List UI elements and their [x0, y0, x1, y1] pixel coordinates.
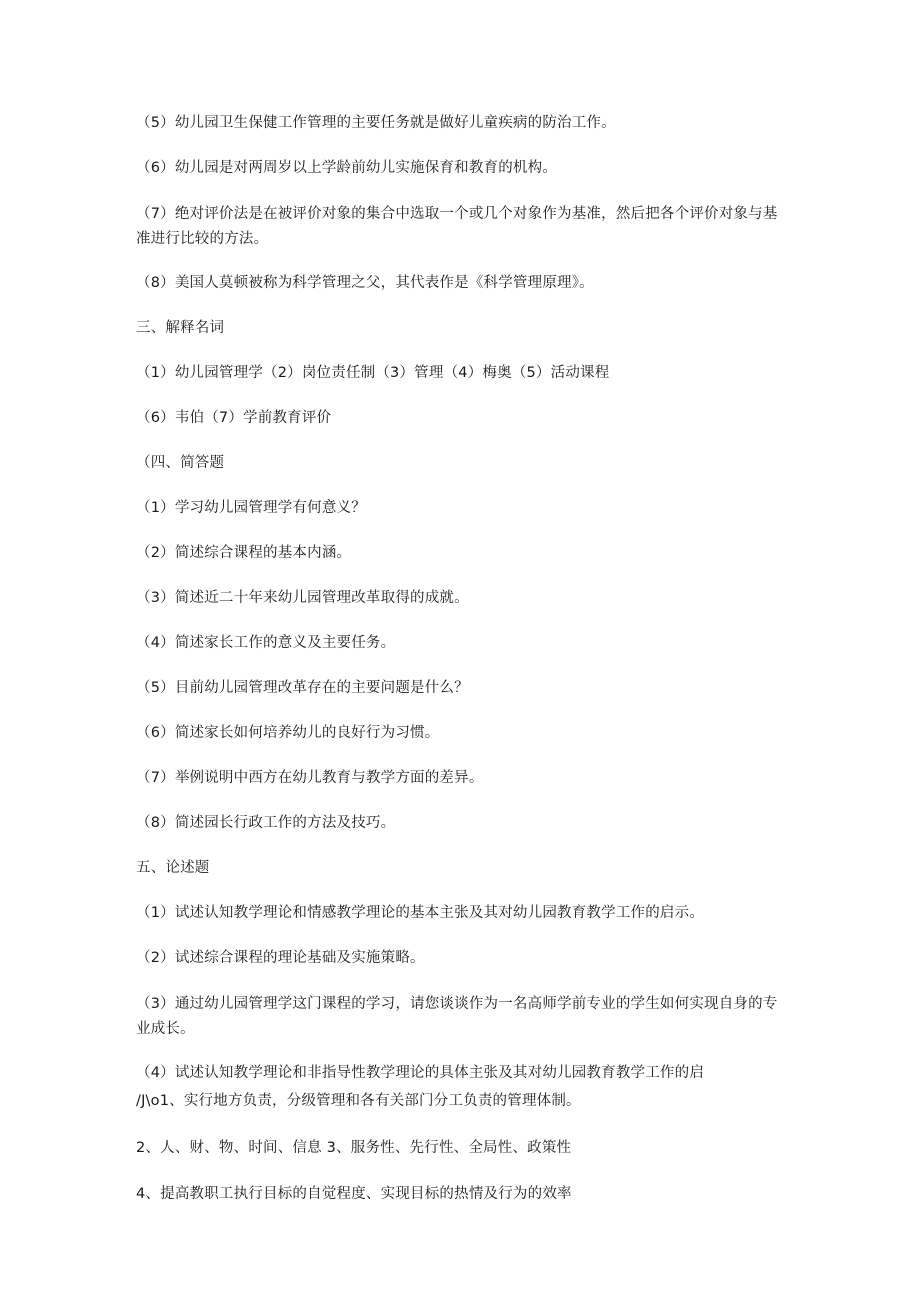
question-3: （3）简述近二十年来幼儿园管理改革取得的成就。 — [136, 590, 469, 606]
statement-8: （8）美国人莫顿被称为科学管理之父，其代表作是《科学管理原理》。 — [136, 275, 594, 291]
statement-6: （6）幼儿园是对两周岁以上学龄前幼儿实施保育和教育的机构。 — [136, 160, 558, 176]
question-6: （6）简述家长如何培养幼儿的良好行为习惯。 — [136, 725, 440, 741]
statement-7: （7）绝对评价法是在被评价对象的集合中选取一个或几个对象作为基准，然后把各个评价对象与基准进行比较的方法。 — [136, 206, 778, 247]
essay-4: （4）试述认知教学理论和非指导性教学理论的具体主张及其对幼儿园教育教学工作的启 — [136, 1065, 705, 1081]
essay-3: （3）通过幼儿园管理学这门课程的学习，请您谈谈作为一名高师学前专业的学生如何实现自身的专业成长。 — [136, 996, 778, 1037]
question-5: （5）目前幼儿园管理改革存在的主要问题是什么？ — [136, 680, 469, 696]
answer-2-3: 2、人、财、物、时间、信息 3、服务性、先行性、全局性、政策性 — [136, 1140, 572, 1156]
question-2: （2）简述综合课程的基本内涵。 — [136, 545, 352, 561]
question-1: （1）学习幼儿园管理学有何意义？ — [136, 500, 366, 516]
essay-1: （1）试述认知教学理论和情感教学理论的基本主张及其对幼儿园教育教学工作的启示。 — [136, 905, 705, 921]
question-7: （7）举例说明中西方在幼儿教育与教学方面的差异。 — [136, 770, 484, 786]
answer-4: 4、提高教职工执行目标的自觉程度、实现目标的热情及行为的效率 — [136, 1186, 572, 1202]
section-heading-3: 三、解释名词 — [136, 320, 225, 336]
question-8: （8）简述园长行政工作的方法及技巧。 — [136, 815, 396, 831]
question-4: （4）简述家长工作的意义及主要任务。 — [136, 635, 396, 651]
terms-line-1: （1）幼儿园管理学（2）岗位责任制（3）管理（4）梅奥（5）活动课程 — [136, 365, 610, 381]
terms-line-2: （6）韦伯（7）学前教育评价 — [136, 410, 332, 426]
statement-5: （5）幼儿园卫生保健工作管理的主要任务就是做好儿童疾病的防治工作。 — [136, 115, 616, 131]
section-heading-4: （四、简答题 — [136, 455, 225, 471]
answer-1: /J\o1、实行地方负责，分级管理和各有关部门分工负责的管理体制。 — [136, 1093, 581, 1109]
essay-2: （2）试述综合课程的理论基础及实施策略。 — [136, 950, 425, 966]
section-heading-5: 五、论述题 — [136, 860, 210, 876]
